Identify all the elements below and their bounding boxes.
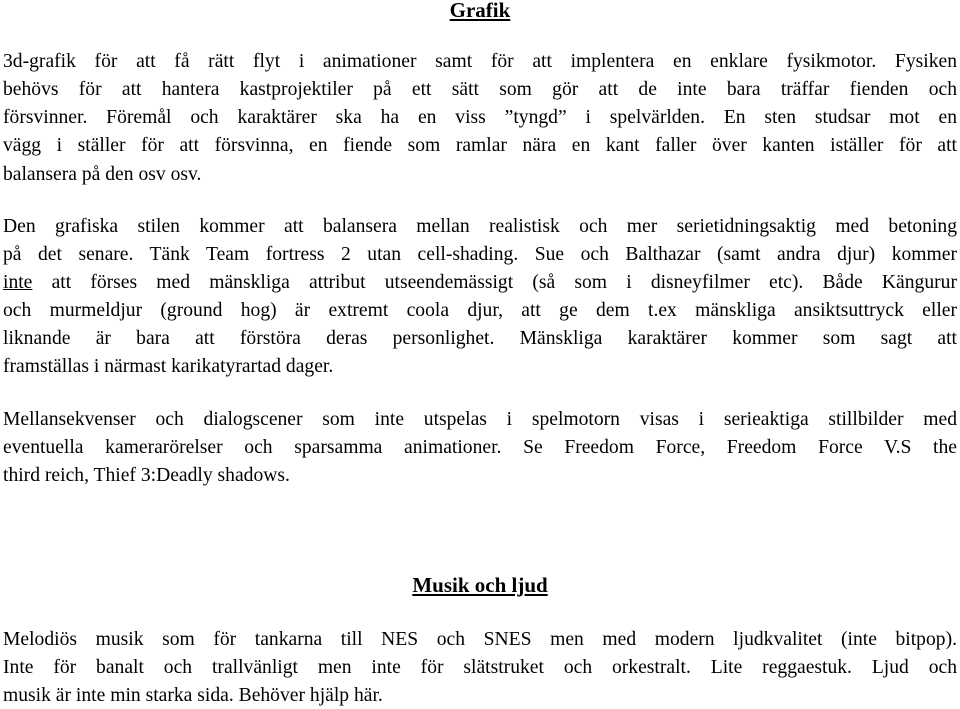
text-line: musik är inte min starka sida. Behöver hjälp här. xyxy=(3,685,383,706)
text-line: och murmeldjur (ground hog) är extremt coola djur, att ge dem t.ex mänskliga ansiktsuttryck eller xyxy=(3,300,957,321)
text-line: liknande är bara att förstöra deras personlighet. Mänskliga karaktärer kommer som sagt att xyxy=(3,328,957,349)
text-line xyxy=(3,271,957,295)
text-line: vägg i ställer för att försvinna, en fiende som ramlar nära en kant faller över kanten iställer för att xyxy=(3,135,957,156)
text-line: Inte för banalt och trallvänligt men inte för slätstruket och orkestralt. Lite reggaestuk. Ljud och xyxy=(3,657,957,678)
underlined-word: inte xyxy=(3,272,33,293)
text-line: på det senare. Tänk Team fortress 2 utan cell-shading. Sue och Balthazar (samt andra djur) kommer xyxy=(3,244,957,265)
text-line: Melodiös musik som för tankarna till NES och SNES men med modern ljudkvalitet (inte bitpop). xyxy=(3,629,957,650)
text-line: 3d-grafik för att få rätt flyt i animationer samt för att implentera en enklare fysikmotor. Fysiken xyxy=(3,51,957,72)
heading-grafik: Grafik xyxy=(449,0,511,22)
text-line: behövs för att hantera kastprojektiler på ett sätt som gör att de inte bara träffar fienden och xyxy=(3,79,957,100)
text-line: framställas i närmast karikatyrartad dager. xyxy=(3,356,334,377)
text-line: balansera på den osv osv. xyxy=(3,164,202,185)
text-span: att förses med mänskliga attribut utseendemässigt (så som i disneyfilmer etc). Både Kängurur xyxy=(32,272,957,293)
text-line: third reich, Thief 3:Deadly shadows. xyxy=(3,465,290,486)
text-line: försvinner. Föremål och karaktärer ska ha en viss ”tyngd” i spelvärlden. En sten studsar mot en xyxy=(3,107,957,128)
text-line: Den grafiska stilen kommer att balansera mellan realistisk och mer serietidningsaktig med betoning xyxy=(3,216,957,237)
text-line: Mellansekvenser och dialogscener som inte utspelas i spelmotorn visas i serieaktiga stillbilder med xyxy=(3,409,957,430)
text-line: eventuella kamerarörelser och sparsamma animationer. Se Freedom Force, Freedom Force V.S the xyxy=(3,437,957,458)
heading-musik-och-ljud: Musik och ljud xyxy=(412,573,548,597)
